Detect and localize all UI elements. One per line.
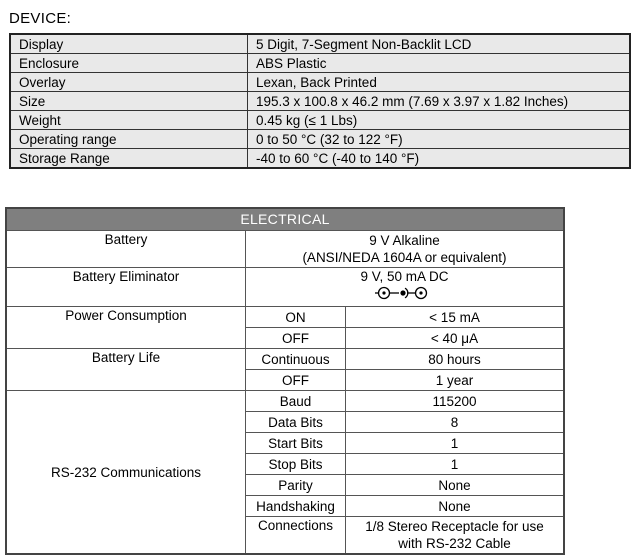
spec-label: Operating range <box>10 130 248 149</box>
device-heading: DEVICE: <box>9 10 72 27</box>
power-mode: ON <box>246 307 346 328</box>
table-row <box>10 111 630 130</box>
rs232-value: 1 <box>346 454 565 475</box>
spec-value: 0 to 50 °C (32 to 122 °F) <box>248 130 631 149</box>
table-row <box>6 268 564 307</box>
dc-polarity-icon <box>375 286 435 300</box>
rs232-connections-value <box>346 517 565 555</box>
eliminator-label: Battery Eliminator <box>6 268 246 307</box>
rs232-label: RS-232 Communications <box>6 391 246 555</box>
power-value: < 40 μA <box>346 328 565 349</box>
spec-value: -40 to 60 °C (-40 to 140 °F) <box>248 149 631 169</box>
eliminator-value: 9 V, 50 mA DC <box>360 269 449 284</box>
spec-label: Weight <box>10 111 248 130</box>
rs232-param: Stop Bits <box>246 454 346 475</box>
battery-life-value: 80 hours <box>346 349 565 370</box>
electrical-spec-table <box>5 207 565 555</box>
battery-value-line2: (ANSI/NEDA 1604A or equivalent) <box>302 250 507 265</box>
battery-value-line1: 9 V Alkaline <box>369 233 440 248</box>
spec-value: 195.3 x 100.8 x 46.2 mm (7.69 x 3.97 x 1.82 Inches) <box>248 92 631 111</box>
spec-value: ABS Plastic <box>248 54 631 73</box>
battery-value <box>246 231 565 268</box>
rs232-param: Handshaking <box>246 496 346 517</box>
table-row <box>6 391 564 412</box>
rs232-param: Connections <box>246 517 346 555</box>
battery-life-value: 1 year <box>346 370 565 391</box>
table-row <box>10 92 630 111</box>
table-row <box>10 149 630 169</box>
battery-label: Battery <box>6 231 246 268</box>
connections-line1: 1/8 Stereo Receptacle for use <box>365 519 544 534</box>
device-spec-table <box>9 33 631 169</box>
spec-value: 5 Digit, 7-Segment Non-Backlit LCD <box>248 34 631 54</box>
table-row <box>6 231 564 268</box>
rs232-value: 115200 <box>346 391 565 412</box>
rs232-value: 1 <box>346 433 565 454</box>
rs232-param: Data Bits <box>246 412 346 433</box>
table-row <box>10 73 630 92</box>
spec-label: Storage Range <box>10 149 248 169</box>
eliminator-value-cell <box>246 268 565 307</box>
spec-label: Size <box>10 92 248 111</box>
spec-value: 0.45 kg (≤ 1 Lbs) <box>248 111 631 130</box>
rs232-value: None <box>346 475 565 496</box>
electrical-heading: ELECTRICAL <box>6 208 564 231</box>
power-value: < 15 mA <box>346 307 565 328</box>
power-label: Power Consumption <box>6 307 246 349</box>
spec-label: Enclosure <box>10 54 248 73</box>
power-mode: OFF <box>246 328 346 349</box>
table-row <box>10 130 630 149</box>
spec-label: Overlay <box>10 73 248 92</box>
table-row <box>6 307 564 328</box>
battery-life-label: Battery Life <box>6 349 246 391</box>
table-row <box>10 54 630 73</box>
rs232-value: 8 <box>346 412 565 433</box>
connections-line2: with RS-232 Cable <box>398 536 511 551</box>
table-row <box>10 34 630 54</box>
rs232-value: None <box>346 496 565 517</box>
spec-label: Display <box>10 34 248 54</box>
rs232-param: Baud <box>246 391 346 412</box>
table-row <box>6 349 564 370</box>
battery-life-mode: OFF <box>246 370 346 391</box>
battery-life-mode: Continuous <box>246 349 346 370</box>
rs232-param: Start Bits <box>246 433 346 454</box>
rs232-param: Parity <box>246 475 346 496</box>
spec-value: Lexan, Back Printed <box>248 73 631 92</box>
